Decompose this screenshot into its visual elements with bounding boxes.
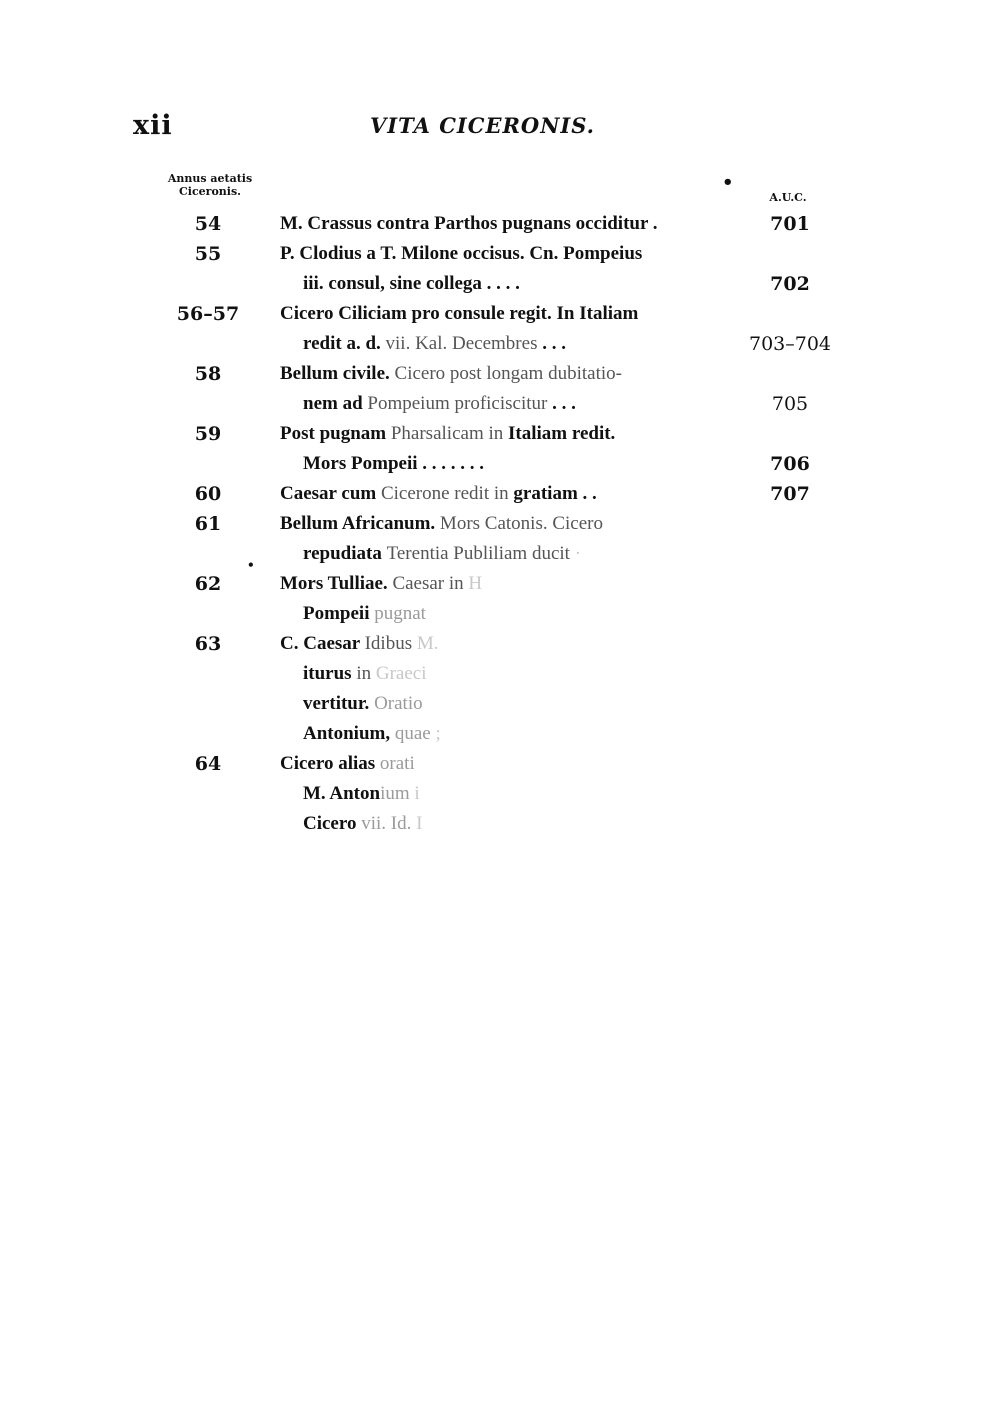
running-title: VITA CICERONIS. bbox=[370, 113, 595, 138]
table-row bbox=[0, 450, 1000, 480]
table-row bbox=[0, 270, 1000, 300]
event-text bbox=[303, 783, 420, 805]
event-text-part: nem ad bbox=[303, 393, 368, 414]
auc-cell: 703–704 bbox=[748, 333, 832, 355]
event-text bbox=[303, 453, 484, 475]
event-text bbox=[280, 423, 615, 445]
table-row bbox=[0, 660, 1000, 690]
event-text-part: M. Anton bbox=[303, 783, 381, 804]
event-text-part: . . . bbox=[537, 333, 566, 354]
table-row bbox=[0, 420, 1000, 450]
table-row bbox=[0, 540, 1000, 570]
event-text: M. Crassus contra Parthos pugnans occiditur . bbox=[280, 213, 658, 234]
event-text bbox=[303, 663, 427, 685]
table-row bbox=[0, 300, 1000, 330]
event-text: iii. consul, sine collega . . . . bbox=[303, 273, 520, 294]
column-header-age-line2: Ciceronis. bbox=[179, 185, 241, 198]
event-text bbox=[303, 723, 441, 745]
event-text-part: Pompeium proficiscitur bbox=[367, 393, 548, 414]
event-text bbox=[280, 363, 622, 385]
event-text-part: repudiata bbox=[303, 543, 387, 564]
event-text-part: . . . . . . . bbox=[417, 453, 485, 474]
event-text-part: in bbox=[356, 663, 372, 684]
event-text bbox=[280, 753, 415, 775]
event-text-part: Post pugnam bbox=[280, 423, 391, 444]
auc-cell: 706 bbox=[770, 453, 810, 475]
table-row bbox=[0, 750, 1000, 780]
auc-cell: 705 bbox=[771, 393, 809, 415]
event-text-part: Bellum Africanum. bbox=[280, 513, 436, 534]
table-row bbox=[0, 600, 1000, 630]
event-text-part: vii. Kal. Decembres bbox=[385, 333, 538, 354]
event-text-part: Mors Tulliae. bbox=[280, 573, 388, 594]
event-text-part: Cicerone redit in bbox=[380, 483, 509, 504]
event-text-part: I bbox=[411, 813, 423, 834]
event-text-part: Mors Pompeii bbox=[303, 453, 418, 474]
page-number: xii bbox=[133, 110, 173, 141]
table-row bbox=[0, 510, 1000, 540]
table-row bbox=[0, 690, 1000, 720]
table-row bbox=[0, 480, 1000, 510]
event-text-part: M. bbox=[412, 633, 439, 654]
event-text-part: Cicero bbox=[303, 813, 362, 834]
event-text-part: Antonium, bbox=[303, 723, 395, 744]
table-row bbox=[0, 210, 1000, 240]
event-text-part: Pompeii bbox=[303, 603, 375, 624]
year-cell: 62 bbox=[194, 573, 222, 595]
event-text-part: Bellum civile. bbox=[280, 363, 390, 384]
table-row bbox=[0, 360, 1000, 390]
event-text-part: Caesar in bbox=[387, 573, 464, 594]
table-row bbox=[0, 720, 1000, 750]
event-text bbox=[280, 483, 597, 505]
event-text-part: Caesar cum bbox=[280, 483, 381, 504]
event-text bbox=[303, 333, 566, 355]
table-row bbox=[0, 810, 1000, 840]
table-row bbox=[0, 780, 1000, 810]
year-cell: 61 bbox=[194, 513, 222, 535]
event-text-part: Cicero alias bbox=[280, 753, 380, 774]
event-text-part: . . . bbox=[547, 393, 576, 414]
event-text-part: Graeci bbox=[371, 663, 427, 684]
event-text bbox=[303, 543, 581, 565]
event-text bbox=[280, 633, 439, 655]
column-header-age-line1: Annus aetatis bbox=[167, 172, 253, 185]
event-text-part: quae bbox=[394, 723, 431, 744]
event-text-part: H bbox=[463, 573, 483, 594]
table-row bbox=[0, 570, 1000, 600]
event-text-part: redit a. d. bbox=[303, 333, 386, 354]
event-text-part: Italiam redit. bbox=[503, 423, 616, 444]
event-text-part: · bbox=[569, 543, 582, 564]
event-text bbox=[303, 603, 426, 625]
event-text-part: Cicero post longam dubitatio- bbox=[389, 363, 622, 384]
event-text-part: i bbox=[409, 783, 420, 804]
auc-cell: 702 bbox=[770, 273, 810, 295]
event-text-part: Idibus bbox=[364, 633, 413, 654]
event-text-part: vertitur. bbox=[303, 693, 370, 714]
column-header-age bbox=[155, 172, 265, 198]
auc-cell: 707 bbox=[770, 483, 810, 505]
event-text-part: Pharsalicam in bbox=[390, 423, 504, 444]
stray-dot-margin: • bbox=[247, 558, 255, 572]
event-text-part: Terentia Publiliam ducit bbox=[386, 543, 570, 564]
table-row bbox=[0, 630, 1000, 660]
table-row bbox=[0, 240, 1000, 270]
event-text-part: pugnat bbox=[374, 603, 426, 624]
year-cell: 54 bbox=[194, 213, 222, 235]
event-text: P. Clodius a T. Milone occisus. Cn. Pompeius bbox=[280, 243, 643, 264]
stray-dot-top: • bbox=[722, 172, 734, 193]
event-text bbox=[303, 393, 576, 415]
year-cell: 56–57 bbox=[176, 303, 240, 325]
event-text-part: iturus bbox=[303, 663, 357, 684]
event-text-part: vii. Id. bbox=[361, 813, 412, 834]
event-text-part: ; bbox=[430, 723, 441, 744]
year-cell: 58 bbox=[194, 363, 222, 385]
year-cell: 55 bbox=[194, 243, 222, 265]
event-text bbox=[280, 513, 603, 535]
column-header-auc: A.U.C. bbox=[769, 191, 807, 204]
event-text bbox=[280, 573, 482, 595]
year-cell: 59 bbox=[194, 423, 222, 445]
event-text-part: Mors Catonis. Cicero bbox=[435, 513, 603, 534]
table-row bbox=[0, 390, 1000, 420]
year-cell: 63 bbox=[194, 633, 222, 655]
event-text-part: orati bbox=[379, 753, 415, 774]
auc-cell: 701 bbox=[770, 213, 810, 235]
event-text-part: gratiam . . bbox=[508, 483, 597, 504]
event-text-part: C. Caesar bbox=[280, 633, 365, 654]
event-text: Cicero Ciliciam pro consule regit. In Italiam bbox=[280, 303, 639, 324]
event-text bbox=[303, 813, 422, 835]
event-text-part: ium bbox=[380, 783, 410, 804]
table-row bbox=[0, 330, 1000, 360]
event-text-part: Oratio bbox=[369, 693, 423, 714]
year-cell: 60 bbox=[194, 483, 222, 505]
year-cell: 64 bbox=[194, 753, 222, 775]
event-text bbox=[303, 693, 423, 715]
